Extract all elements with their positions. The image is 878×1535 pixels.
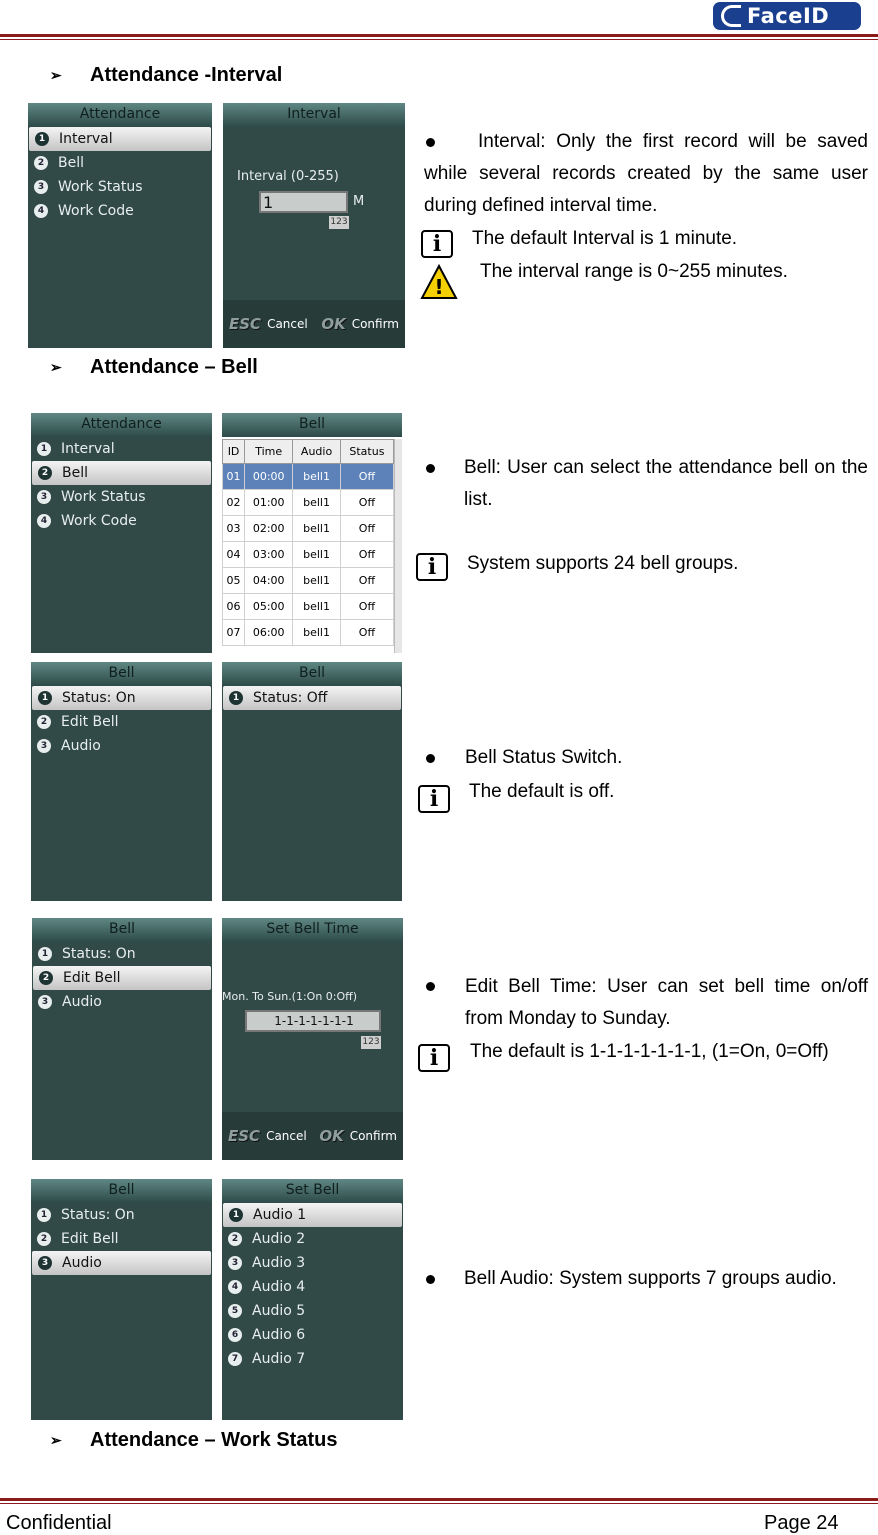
number-badge: 3 bbox=[38, 995, 52, 1009]
menu-item-audio-3[interactable] bbox=[222, 1251, 403, 1275]
section-title: Attendance -Interval bbox=[90, 64, 283, 86]
faceid-logo bbox=[713, 2, 861, 30]
screen-bell-edit-selected bbox=[32, 918, 212, 1160]
esc-key[interactable]: ESC bbox=[228, 1127, 261, 1145]
table-row[interactable] bbox=[223, 516, 394, 542]
menu-item-audio-4[interactable] bbox=[222, 1275, 403, 1299]
number-badge: 1 bbox=[229, 1208, 243, 1222]
section-heading-work-status bbox=[50, 1429, 337, 1452]
menu-item-audio-5[interactable] bbox=[222, 1299, 403, 1323]
menu-item-interval[interactable] bbox=[29, 127, 211, 151]
cell: 03 bbox=[223, 516, 245, 542]
cell: 02 bbox=[223, 490, 245, 516]
menu-label: Interval bbox=[61, 441, 115, 457]
menu-label: Edit Bell bbox=[61, 1231, 119, 1247]
screen-title: Interval bbox=[223, 103, 405, 127]
section-title: Attendance – Work Status bbox=[90, 1429, 338, 1451]
table-row[interactable] bbox=[223, 620, 394, 646]
menu-item-interval[interactable] bbox=[31, 437, 212, 461]
number-badge: 2 bbox=[37, 715, 51, 729]
screen-title: Bell bbox=[31, 1179, 212, 1203]
screen-title: Attendance bbox=[28, 103, 212, 127]
screen-bell-list bbox=[222, 413, 402, 653]
menu-label: Audio 2 bbox=[252, 1231, 306, 1247]
number-badge: 1 bbox=[37, 1208, 51, 1222]
number-badge: 2 bbox=[39, 971, 53, 985]
table-row[interactable] bbox=[223, 568, 394, 594]
number-badge: 6 bbox=[228, 1328, 242, 1342]
menu-label: Audio 3 bbox=[252, 1255, 306, 1271]
confirm-button[interactable]: Confirm bbox=[351, 317, 399, 331]
table-row[interactable] bbox=[223, 490, 394, 516]
bullet-dot bbox=[426, 1275, 435, 1284]
screen-set-bell-audio bbox=[222, 1179, 403, 1420]
menu-label: Audio 1 bbox=[253, 1207, 307, 1223]
screen-title: Bell bbox=[222, 413, 402, 437]
number-badge: 3 bbox=[228, 1256, 242, 1270]
menu-item-status[interactable] bbox=[31, 1203, 212, 1227]
numeric-keypad-badge: 123 bbox=[362, 1037, 380, 1047]
menu-item-edit-bell[interactable] bbox=[31, 1227, 212, 1251]
column-header: Audio bbox=[293, 440, 341, 464]
interval-input[interactable]: 1 bbox=[259, 191, 348, 213]
interval-range-note: The interval range is 0~255 minutes. bbox=[480, 261, 788, 282]
ok-key[interactable]: OK bbox=[319, 1127, 344, 1145]
arrow-bullet-icon: ➢ bbox=[50, 1432, 62, 1448]
menu-label: Edit Bell bbox=[61, 714, 119, 730]
number-badge: 2 bbox=[38, 466, 52, 480]
number-badge: 2 bbox=[228, 1232, 242, 1246]
screen-footer bbox=[223, 300, 405, 348]
cell: 04:00 bbox=[245, 568, 293, 594]
number-badge: 3 bbox=[34, 180, 48, 194]
cell: 01 bbox=[223, 464, 245, 490]
menu-item-status[interactable] bbox=[223, 686, 401, 710]
screen-interval bbox=[223, 103, 405, 348]
menu-item-audio[interactable] bbox=[32, 990, 212, 1014]
bell-days-input[interactable]: 1-1-1-1-1-1-1 bbox=[245, 1010, 381, 1032]
cell: bell1 bbox=[293, 620, 341, 646]
cell: 05 bbox=[223, 568, 245, 594]
number-badge: 2 bbox=[37, 1232, 51, 1246]
info-icon: i bbox=[418, 785, 450, 813]
screen-title: Bell bbox=[32, 918, 212, 942]
interval-description: Interval: Only the first record will be saved while several records created by the same user during defined interval time. bbox=[424, 131, 868, 216]
screen-title: Set Bell Time bbox=[222, 918, 403, 942]
menu-item-work-status[interactable] bbox=[31, 485, 212, 509]
menu-item-audio-7[interactable] bbox=[222, 1347, 403, 1371]
screen-bell-audio-selected bbox=[31, 1179, 212, 1420]
cell: 07 bbox=[223, 620, 245, 646]
menu-item-status[interactable] bbox=[32, 686, 211, 710]
cell: 06 bbox=[223, 594, 245, 620]
menu-item-audio-1[interactable] bbox=[223, 1203, 402, 1227]
menu-label: Work Code bbox=[58, 203, 134, 219]
set-bell-field-label: Mon. To Sun.(1:On 0:Off) bbox=[222, 990, 358, 1003]
menu-label: Audio 4 bbox=[252, 1279, 306, 1295]
table-row[interactable] bbox=[223, 542, 394, 568]
cell: 04 bbox=[223, 542, 245, 568]
cancel-button[interactable]: Cancel bbox=[266, 1129, 307, 1143]
info-icon: i bbox=[416, 553, 448, 581]
menu-label: Audio 5 bbox=[252, 1303, 306, 1319]
menu-label: Audio 7 bbox=[252, 1351, 306, 1367]
menu-label: Edit Bell bbox=[63, 970, 121, 986]
menu-label: Status: Off bbox=[253, 690, 328, 706]
section-title: Attendance – Bell bbox=[90, 356, 258, 378]
number-badge: 5 bbox=[228, 1304, 242, 1318]
bell-description: Bell: User can select the attendance bell on the list. bbox=[464, 457, 868, 510]
cell: Off bbox=[340, 464, 393, 490]
cell: 01:00 bbox=[245, 490, 293, 516]
interval-unit: M bbox=[353, 194, 365, 209]
number-badge: 4 bbox=[37, 514, 51, 528]
menu-item-work-status[interactable] bbox=[28, 175, 212, 199]
footer-rule-thin bbox=[0, 1503, 878, 1504]
cell: 03:00 bbox=[245, 542, 293, 568]
menu-item-work-code[interactable] bbox=[28, 199, 212, 223]
cell: bell1 bbox=[293, 542, 341, 568]
column-header: Status bbox=[340, 440, 393, 464]
cancel-button[interactable]: Cancel bbox=[267, 317, 308, 331]
table-row[interactable] bbox=[223, 464, 394, 490]
menu-item-work-code[interactable] bbox=[31, 509, 212, 533]
menu-label: Status: On bbox=[61, 1207, 135, 1223]
screen-footer bbox=[222, 1112, 403, 1160]
number-badge: 4 bbox=[34, 204, 48, 218]
arrow-bullet-icon: ➢ bbox=[50, 67, 62, 83]
screen-title: Set Bell bbox=[222, 1179, 403, 1203]
bullet-dot bbox=[426, 754, 435, 763]
bell-groups-note: System supports 24 bell groups. bbox=[467, 553, 739, 574]
column-header: ID bbox=[223, 440, 245, 464]
info-icon: i bbox=[421, 230, 453, 258]
cell: bell1 bbox=[293, 490, 341, 516]
menu-label: Work Status bbox=[61, 489, 146, 505]
number-badge: 1 bbox=[35, 132, 49, 146]
arrow-bullet-icon: ➢ bbox=[50, 359, 62, 375]
header-rule bbox=[0, 34, 878, 37]
cell: bell1 bbox=[293, 568, 341, 594]
cell: Off bbox=[340, 542, 393, 568]
menu-label: Audio bbox=[61, 738, 101, 754]
number-badge: 7 bbox=[228, 1352, 242, 1366]
menu-label: Audio bbox=[62, 994, 102, 1010]
number-badge: 3 bbox=[38, 1256, 52, 1270]
table-row[interactable] bbox=[223, 594, 394, 620]
menu-item-bell[interactable] bbox=[28, 151, 212, 175]
numeric-keypad-badge: 123 bbox=[330, 217, 348, 227]
menu-label: Interval bbox=[59, 131, 113, 147]
bell-audio-description: Bell Audio: System supports 7 groups audio. bbox=[464, 1268, 837, 1289]
status-default-note: The default is off. bbox=[469, 781, 615, 802]
menu-item-audio-6[interactable] bbox=[222, 1323, 403, 1347]
cell: 06:00 bbox=[245, 620, 293, 646]
esc-key[interactable]: ESC bbox=[229, 315, 262, 333]
cell: Off bbox=[340, 490, 393, 516]
info-icon: i bbox=[418, 1044, 450, 1072]
page-number: Page 24 bbox=[764, 1512, 839, 1534]
number-badge: 3 bbox=[37, 490, 51, 504]
cell: bell1 bbox=[293, 516, 341, 542]
number-badge: 1 bbox=[37, 442, 51, 456]
section-heading-bell bbox=[50, 356, 258, 379]
menu-label: Work Status bbox=[58, 179, 143, 195]
cell: 02:00 bbox=[245, 516, 293, 542]
interval-default-note: The default Interval is 1 minute. bbox=[472, 228, 738, 249]
cell: bell1 bbox=[293, 594, 341, 620]
number-badge: 3 bbox=[37, 739, 51, 753]
bullet-dot bbox=[426, 464, 435, 473]
number-badge: 4 bbox=[228, 1280, 242, 1294]
screen-set-bell-time bbox=[222, 918, 403, 1160]
menu-item-bell[interactable] bbox=[32, 461, 211, 485]
cell: 00:00 bbox=[245, 464, 293, 490]
menu-label: Bell bbox=[62, 465, 88, 481]
screen-title: Bell bbox=[222, 662, 402, 686]
menu-item-edit-bell[interactable] bbox=[33, 966, 211, 990]
menu-item-edit-bell[interactable] bbox=[31, 710, 212, 734]
number-badge: 1 bbox=[38, 947, 52, 961]
screen-title: Bell bbox=[31, 662, 212, 686]
cell: 05:00 bbox=[245, 594, 293, 620]
menu-item-audio-2[interactable] bbox=[222, 1227, 403, 1251]
menu-label: Audio 6 bbox=[252, 1327, 306, 1343]
confirm-button[interactable]: Confirm bbox=[349, 1129, 397, 1143]
status-description: Bell Status Switch. bbox=[465, 747, 623, 768]
cell: Off bbox=[340, 620, 393, 646]
edit-bell-default-note: The default is 1-1-1-1-1-1-1, (1=On, 0=Off) bbox=[470, 1041, 829, 1062]
confidential-label: Confidential bbox=[6, 1512, 112, 1534]
menu-label: Status: On bbox=[62, 690, 136, 706]
svg-text:!: ! bbox=[434, 275, 444, 299]
screen-attendance-menu-bell bbox=[31, 413, 212, 653]
screen-title: Attendance bbox=[31, 413, 212, 437]
number-badge: 2 bbox=[34, 156, 48, 170]
cell: Off bbox=[340, 516, 393, 542]
interval-field-label: Interval (0-255) bbox=[237, 169, 339, 184]
cell: bell1 bbox=[293, 464, 341, 490]
bell-table bbox=[222, 439, 394, 646]
menu-item-status[interactable] bbox=[32, 942, 212, 966]
edit-bell-description: Edit Bell Time: User can set bell time on/off from Monday to Sunday. bbox=[465, 976, 868, 1029]
header-rule-thin bbox=[0, 39, 878, 40]
cell: Off bbox=[340, 594, 393, 620]
menu-label: Work Code bbox=[61, 513, 137, 529]
warning-icon bbox=[420, 264, 458, 300]
menu-label: Audio bbox=[62, 1255, 102, 1271]
section-heading-interval bbox=[50, 64, 282, 87]
column-header: Time bbox=[245, 440, 293, 464]
footer-rule bbox=[0, 1498, 878, 1501]
screen-bell-status-on bbox=[31, 662, 212, 901]
logo-text: FaceID bbox=[747, 4, 830, 28]
menu-item-audio[interactable] bbox=[31, 734, 212, 758]
number-badge: 1 bbox=[38, 691, 52, 705]
bullet-dot bbox=[426, 982, 435, 991]
face-icon bbox=[721, 5, 741, 27]
menu-label: Bell bbox=[58, 155, 84, 171]
screen-bell-status-off bbox=[222, 662, 402, 901]
scrollbar[interactable] bbox=[394, 439, 402, 653]
number-badge: 1 bbox=[229, 691, 243, 705]
screen-attendance-menu bbox=[28, 103, 212, 348]
table-header-row bbox=[223, 440, 394, 464]
menu-item-audio[interactable] bbox=[32, 1251, 211, 1275]
menu-label: Status: On bbox=[62, 946, 136, 962]
ok-key[interactable]: OK bbox=[321, 315, 346, 333]
cell: Off bbox=[340, 568, 393, 594]
